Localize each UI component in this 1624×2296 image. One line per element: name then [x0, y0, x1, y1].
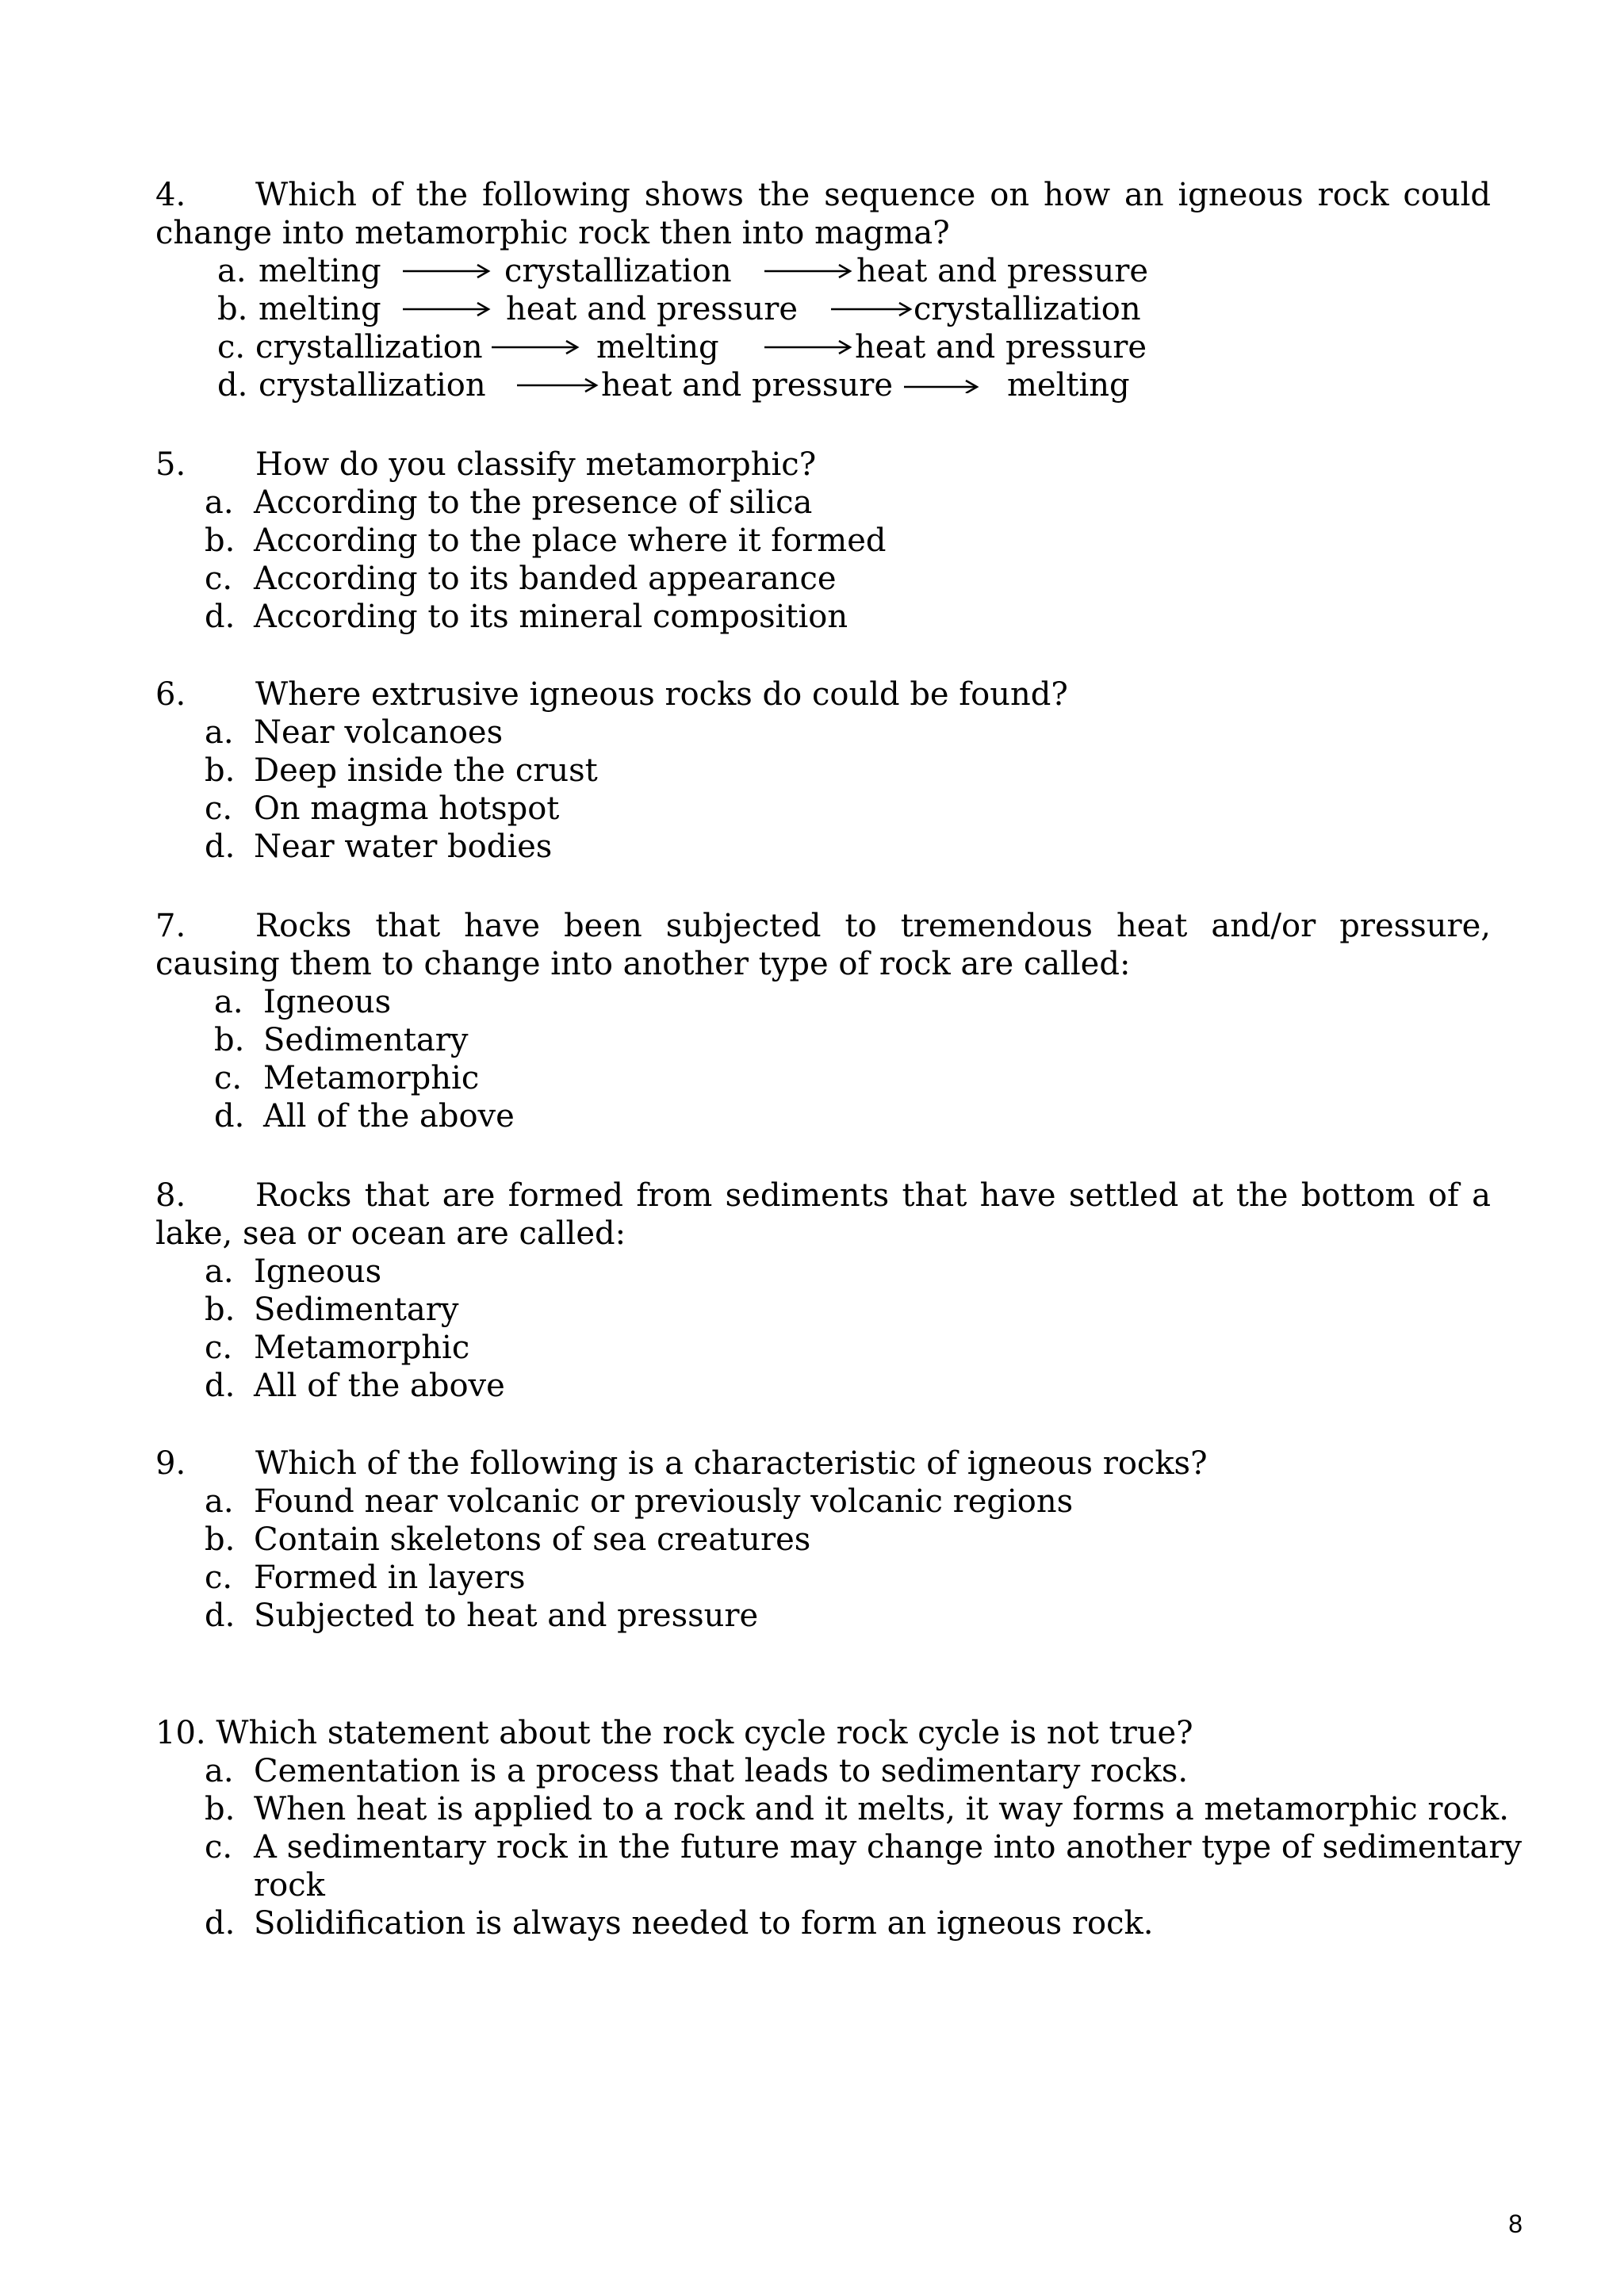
question-number: 8.: [155, 1177, 186, 1214]
arrow-right-icon: [904, 377, 980, 393]
question-text: Which of the following is a characteristic of igneous rocks?: [255, 1445, 1208, 1482]
question-text: Where extrusive igneous rocks do could be found?: [255, 676, 1068, 713]
option-text: Formed in layers: [254, 1559, 526, 1596]
option-text: All of the above: [254, 1368, 505, 1404]
question-stem: [155, 1714, 1491, 1752]
option-text: Found near volcanic or previously volcanic regions: [254, 1483, 1074, 1520]
question-text: Which of the following shows the sequence on how an igneous rock could change into metamorphic rock then into magma?: [155, 177, 1491, 251]
sequence-step: heat and pressure: [506, 291, 799, 327]
option-text: All of the above: [263, 1098, 515, 1135]
option-letter: a.: [205, 1253, 234, 1290]
option-text: When heat is applied to a rock and it melts, it way forms a metamorphic rock.: [254, 1791, 1509, 1827]
question-text: Which statement about the rock cycle rock cycle is not true?: [216, 1715, 1193, 1751]
option-text: Metamorphic: [263, 1060, 480, 1096]
arrow-right-icon: [403, 263, 492, 279]
sequence-step: melting: [1007, 367, 1130, 404]
question-number: 4.: [155, 177, 186, 213]
sequence-option-b: [217, 290, 1169, 328]
option-letter: d.: [205, 1598, 236, 1634]
option-text: Igneous: [263, 984, 392, 1020]
question-number: 10.: [155, 1715, 206, 1751]
option-text: Contain skeletons of sea creatures: [254, 1521, 811, 1558]
option-letter: b.: [217, 291, 248, 327]
option-text: Metamorphic: [254, 1330, 470, 1366]
sequence-option-c: [217, 328, 1169, 366]
option-letter: d.: [214, 1098, 245, 1135]
option-text: Igneous: [254, 1253, 382, 1290]
option-text: According to the place where it formed: [254, 522, 887, 559]
option-letter: a.: [217, 253, 247, 289]
option-text: According to its banded appearance: [254, 561, 837, 597]
option-text: On magma hotspot: [254, 790, 560, 827]
option-letter: a.: [205, 714, 234, 751]
sequence-step: heat and pressure: [856, 253, 1149, 289]
option-letter: d.: [205, 828, 236, 865]
question-text: Rocks that are formed from sediments that have settled at the bottom of a lake, sea or ocean are called:: [155, 1177, 1491, 1252]
option-text: Near water bodies: [254, 828, 553, 865]
option-text: Cementation is a process that leads to sedimentary rocks.: [254, 1753, 1189, 1789]
option-letter: a.: [214, 984, 243, 1020]
arrow-right-icon: [764, 263, 853, 279]
question-stem: [155, 675, 1491, 714]
option-text: Near volcanoes: [254, 714, 504, 751]
option-letter: d.: [205, 1905, 236, 1942]
option-letter: b.: [205, 522, 236, 559]
sequence-step: crystallization: [259, 367, 486, 404]
sequence-option-a: [217, 252, 1169, 290]
sequence-step: heat and pressure: [855, 329, 1147, 365]
arrow-right-icon: [831, 301, 914, 317]
question-stem: [155, 1445, 1491, 1483]
arrow-right-icon: [764, 339, 853, 355]
option-letter: a.: [205, 1753, 234, 1789]
option-letter: d.: [205, 599, 236, 635]
option-text: A sedimentary rock in the future may change into another type of sedimentary: [254, 1829, 1522, 1866]
option-letter: b.: [205, 752, 236, 789]
question-stem: [155, 446, 1491, 484]
sequence-step: crystallization: [914, 291, 1141, 327]
option-text: According to the presence of silica: [254, 484, 813, 521]
option-text-continued: rock: [254, 1867, 325, 1904]
sequence-step: melting: [259, 253, 381, 289]
question-number: 5.: [155, 446, 186, 483]
option-letter: b.: [205, 1292, 236, 1328]
option-text: Sedimentary: [263, 1022, 469, 1058]
arrow-right-icon: [403, 301, 492, 317]
option-text: Solidification is always needed to form an igneous rock.: [254, 1905, 1154, 1942]
sequence-step: heat and pressure: [601, 367, 894, 404]
option-letter: c.: [217, 329, 246, 365]
sequence-step: crystallization: [504, 253, 732, 289]
option-letter: d.: [205, 1368, 236, 1404]
option-letter: c.: [205, 1829, 233, 1866]
option-letter: c.: [205, 790, 233, 827]
sequence-option-d: [217, 366, 1169, 404]
option-text: According to its mineral composition: [254, 599, 848, 635]
option-text: Subjected to heat and pressure: [254, 1598, 759, 1634]
option-letter: c.: [214, 1060, 243, 1096]
option-letter: d.: [217, 367, 248, 404]
option-letter: c.: [205, 561, 233, 597]
sequence-step: crystallization: [255, 329, 483, 365]
question-text: Rocks that have been subjected to tremendous heat and/or pressure, causing them to change into another type of rock are called:: [155, 908, 1491, 982]
sequence-step: melting: [259, 291, 381, 327]
question-stem: [155, 907, 1491, 983]
option-letter: b.: [205, 1521, 236, 1558]
sequence-step: melting: [596, 329, 719, 365]
option-letter: b.: [205, 1791, 236, 1827]
option-letter: b.: [214, 1022, 245, 1058]
arrow-right-icon: [517, 377, 599, 393]
option-text: Sedimentary: [254, 1292, 459, 1328]
question-number: 6.: [155, 676, 186, 713]
option-letter: c.: [205, 1559, 233, 1596]
option-letter: c.: [205, 1330, 233, 1366]
arrow-right-icon: [492, 339, 580, 355]
option-letter: a.: [205, 1483, 234, 1520]
question-number: 9.: [155, 1445, 186, 1482]
option-letter: a.: [205, 484, 234, 521]
page-number: 8: [1508, 2210, 1522, 2238]
question-number: 7.: [155, 908, 186, 944]
question-stem: [155, 1177, 1491, 1253]
option-text: Deep inside the crust: [254, 752, 598, 789]
question-text: How do you classify metamorphic?: [255, 446, 817, 483]
question-stem: [155, 176, 1491, 252]
